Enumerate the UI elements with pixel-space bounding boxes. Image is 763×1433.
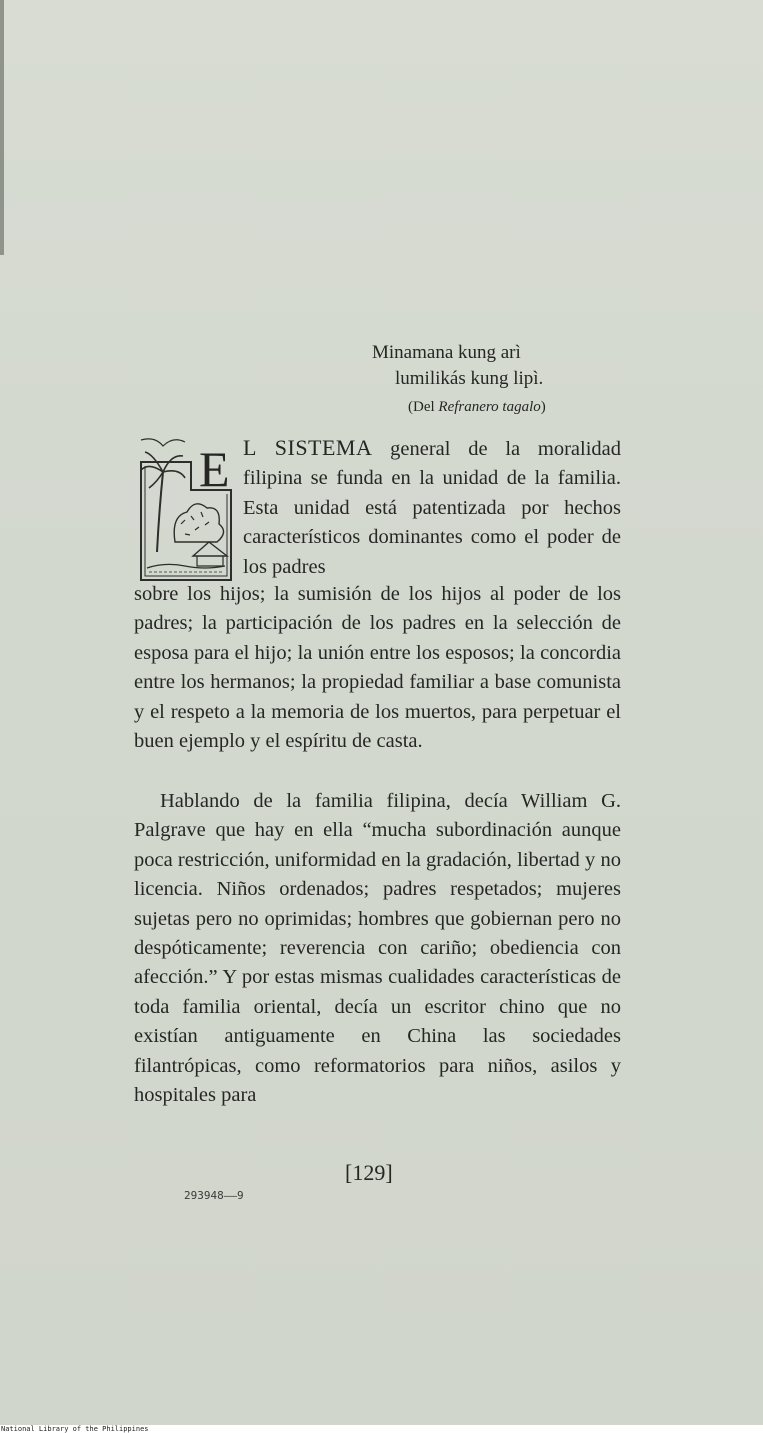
paragraph-1-opening (243, 433, 621, 582)
dropcap-letter: E (199, 441, 230, 497)
page-edge-shadow (0, 0, 4, 255)
epigraph-source-title: Refranero tagalo (438, 399, 541, 415)
opening-words: L SISTEMA (243, 435, 373, 460)
printer-sheet-mark: 293948——9 (184, 1189, 244, 1202)
paragraph-1-opening-text: general de la moralidad filipina se funda en la unidad de la familia. Esta unidad está patentizada por hechos característicos dominantes como el poder de los padres (243, 438, 622, 578)
paragraph-1-continued: sobre los hijos; la sumisión de los hijos al poder de los padres; la participación de los padres en la selección de esposa para el hijo; la unión entre los esposos; la concordia entre los hermanos; la propiedad familiar a base comunista y el respeto a la memoria de los muertos, para perpetuar el buen ejemplo y el espíritu de casta. (134, 583, 621, 753)
page-number: [129] (345, 1160, 393, 1185)
dropcap-illustration-icon (135, 432, 235, 584)
library-credit-footer: National Library of the Philippines (0, 1425, 763, 1433)
illustrated-dropcap (135, 432, 235, 584)
epigraph-source-suffix: ) (540, 399, 546, 415)
epigraph (360, 340, 600, 420)
epigraph-line-2: lumilikás kung lipì. (395, 368, 544, 389)
epigraph-line-1: Minamana kung arì (372, 342, 521, 363)
paragraph-2: Hablando de la familia filipina, decía William G. Palgrave que hay en ella “mucha subordinación aunque poca restricción, uniformidad en la gradación, libertad y no licencia. Niños ordenados; padres respetados; mujeres sujetas pero no oprimidas; hombres que gobiernan pero no despóticamente; reverencia con cariño; obediencia con afección.” Y por estas mismas cualidades características de toda familia oriental, decía un escritor chino que no existían antiguamente en China las sociedades filantrópicas, como reformatorios para niños, asilos y hospitales para (134, 790, 621, 1107)
epigraph-source (360, 394, 600, 420)
epigraph-source-prefix: (Del (408, 399, 439, 415)
